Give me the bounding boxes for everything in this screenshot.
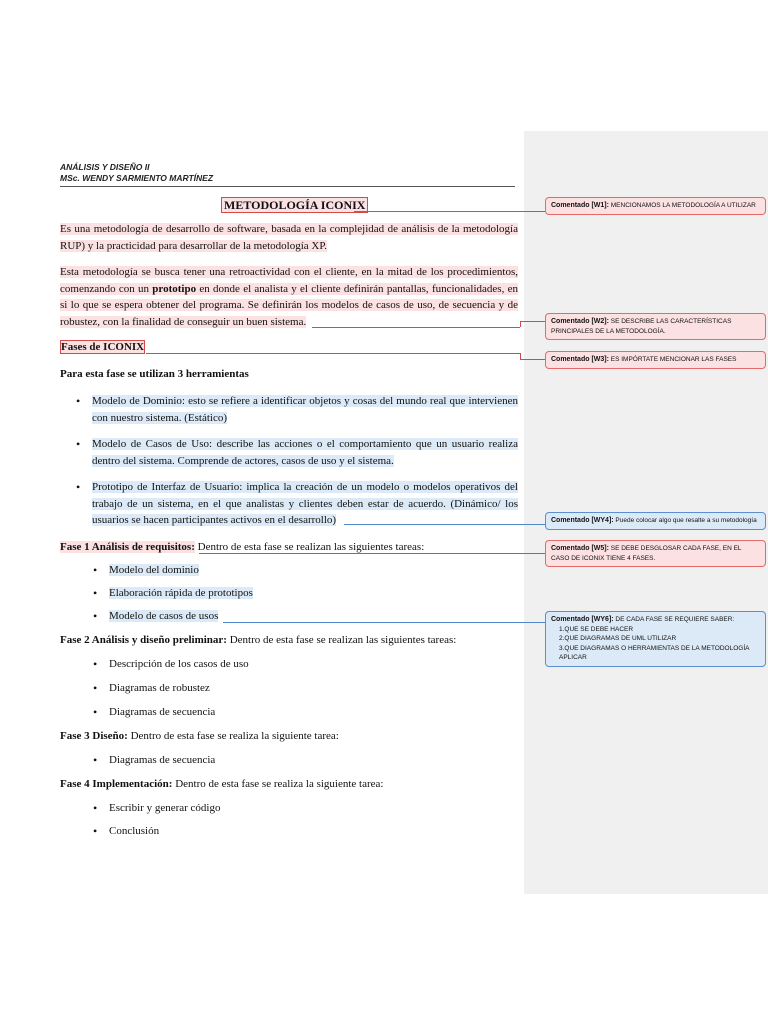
intro-paragraph-1[interactable] [60,221,518,254]
comment-w3[interactable]: Comentado [W3]: ES IMPÓRTATE MENCIONAR LAS FASES [545,351,766,369]
phase-4-text: Dentro de esta fase se realiza la siguiente tarea: [172,778,384,790]
phase-3-paragraph[interactable] [60,728,518,745]
comment-connector [344,524,545,525]
tools-heading-block [60,366,518,383]
phase-1-label: Fase 1 Análisis de requisitos: [60,541,195,553]
comment-connector [312,327,520,328]
comment-connector [520,353,521,359]
phase-4-paragraph[interactable] [60,776,518,793]
phase-1-text: Dentro de esta fase se realizan las siguientes tareas: [194,541,425,553]
phase-3-text: Dentro de esta fase se realiza la siguiente tarea: [127,730,339,742]
intro-text-1: Es una metodología de desarrollo de software, basada en la complejidad de análisis de la metodología RUP) y la practicidad para desarrollar de la metodología XP. [60,223,518,252]
phase-1-item[interactable]: • Modelo de casos de usos [109,608,409,625]
phase-1-item[interactable]: • Elaboración rápida de prototipos [109,585,409,602]
intro-text-2a: Esta metodología se busca tener una retroactividad con el cliente, en la mitad de los procedimientos, comenzando con un [60,266,518,295]
comment-connector [354,211,545,212]
course-name: ANÁLISIS Y DISEÑO II [60,162,150,172]
phase-2-item[interactable]: • Descripción de los casos de uso [109,656,409,673]
intro-paragraph-2[interactable] [60,264,518,330]
tool-item-use-case-model[interactable]: • Modelo de Casos de Uso: describe las acciones o el comportamiento que un usuario realiza dentro del sistema. Comprende de actores, casos de uso y el sistema. [92,436,518,469]
comment-w1[interactable]: Comentado [W1]: MENCIONAMOS LA METODOLOGÍA A UTILIZAR [545,197,766,215]
phases-heading: Fases de ICONIX [61,341,145,353]
phase-2-item[interactable]: • Diagramas de secuencia [109,704,409,721]
comment-connector [146,353,520,354]
phase-2-item[interactable]: • Diagramas de robustez [109,680,409,697]
header-rule [60,186,515,187]
comment-wy6[interactable]: Comentado [WY6]: DE CADA FASE SE REQUIERE SABER: 1.QUE SE DEBE HACER 2.QUE DIAGRAMAS DE UML UTILIZAR 3.QUE DIAGRAMAS O HERRAMIENTAS DE LA METODOLOGÍA APLICAR [545,611,766,667]
phase-3-item[interactable]: • Diagramas de secuencia [109,752,409,769]
comment-w2[interactable]: Comentado [W2]: SE DESCRIBE LAS CARACTERÍSTICAS PRINCIPALES DE LA METODOLOGÍA. [545,313,766,340]
phase-4-item[interactable]: • Escribir y generar código [109,800,409,817]
comment-connector [520,359,545,360]
author-name: MSc. WENDY SARMIENTO MARTÍNEZ [60,173,214,183]
tools-heading: Para esta fase se utilizan 3 herramientas [60,368,249,380]
phase-2-text: Dentro de esta fase se realizan las siguientes tareas: [226,634,457,646]
comment-connector [199,553,545,554]
comment-connector [223,622,545,623]
tool-item-domain-model[interactable]: • Modelo de Dominio: esto se refiere a identificar objetos y cosas del mundo real que intervienen con nuestro sistema. (Estático) [92,393,518,426]
tool-item-ui-prototype[interactable]: • Prototipo de Interfaz de Usuario: implica la creación de un modelo o modelos operativos del trabajo de un sistema, en el que analistas y clientes deben estar de acuerdo. (Dinámico/ los usuarios se hacen participantes activos en el desarrollo) [92,479,518,529]
phase-4-label: Fase 4 Implementación: [60,778,173,790]
phase-4-item[interactable]: • Conclusión [109,823,409,840]
comment-wy4[interactable]: Comentado [WY4]: Puede colocar algo que resalte a su metodología [545,512,766,530]
document-title[interactable]: METODOLOGÍA ICONIX [221,197,368,213]
comment-w5[interactable]: Comentado [W5]: SE DEBE DESGLOSAR CADA FASE, EN EL CASO DE ICONIX TIENE 4 FASES. [545,540,766,567]
phase-1-item[interactable]: • Modelo del dominio [109,562,409,579]
phase-2-label: Fase 2 Análisis y diseño preliminar: [60,634,227,646]
phase-3-label: Fase 3 Diseño: [60,730,128,742]
document-header [60,162,515,184]
comment-connector [520,321,545,322]
intro-text-2b: en donde el analista y el cliente definirán pantallas, funcionalidades, en si lo que se espera obtener del programa. Se definirán los modelos de casos de uso, de secuencia y de robustez, con la finalidad de conseguir un buen sistema. [60,282,518,328]
prototype-term: prototipo [152,282,197,295]
phase-2-paragraph[interactable] [60,632,518,649]
